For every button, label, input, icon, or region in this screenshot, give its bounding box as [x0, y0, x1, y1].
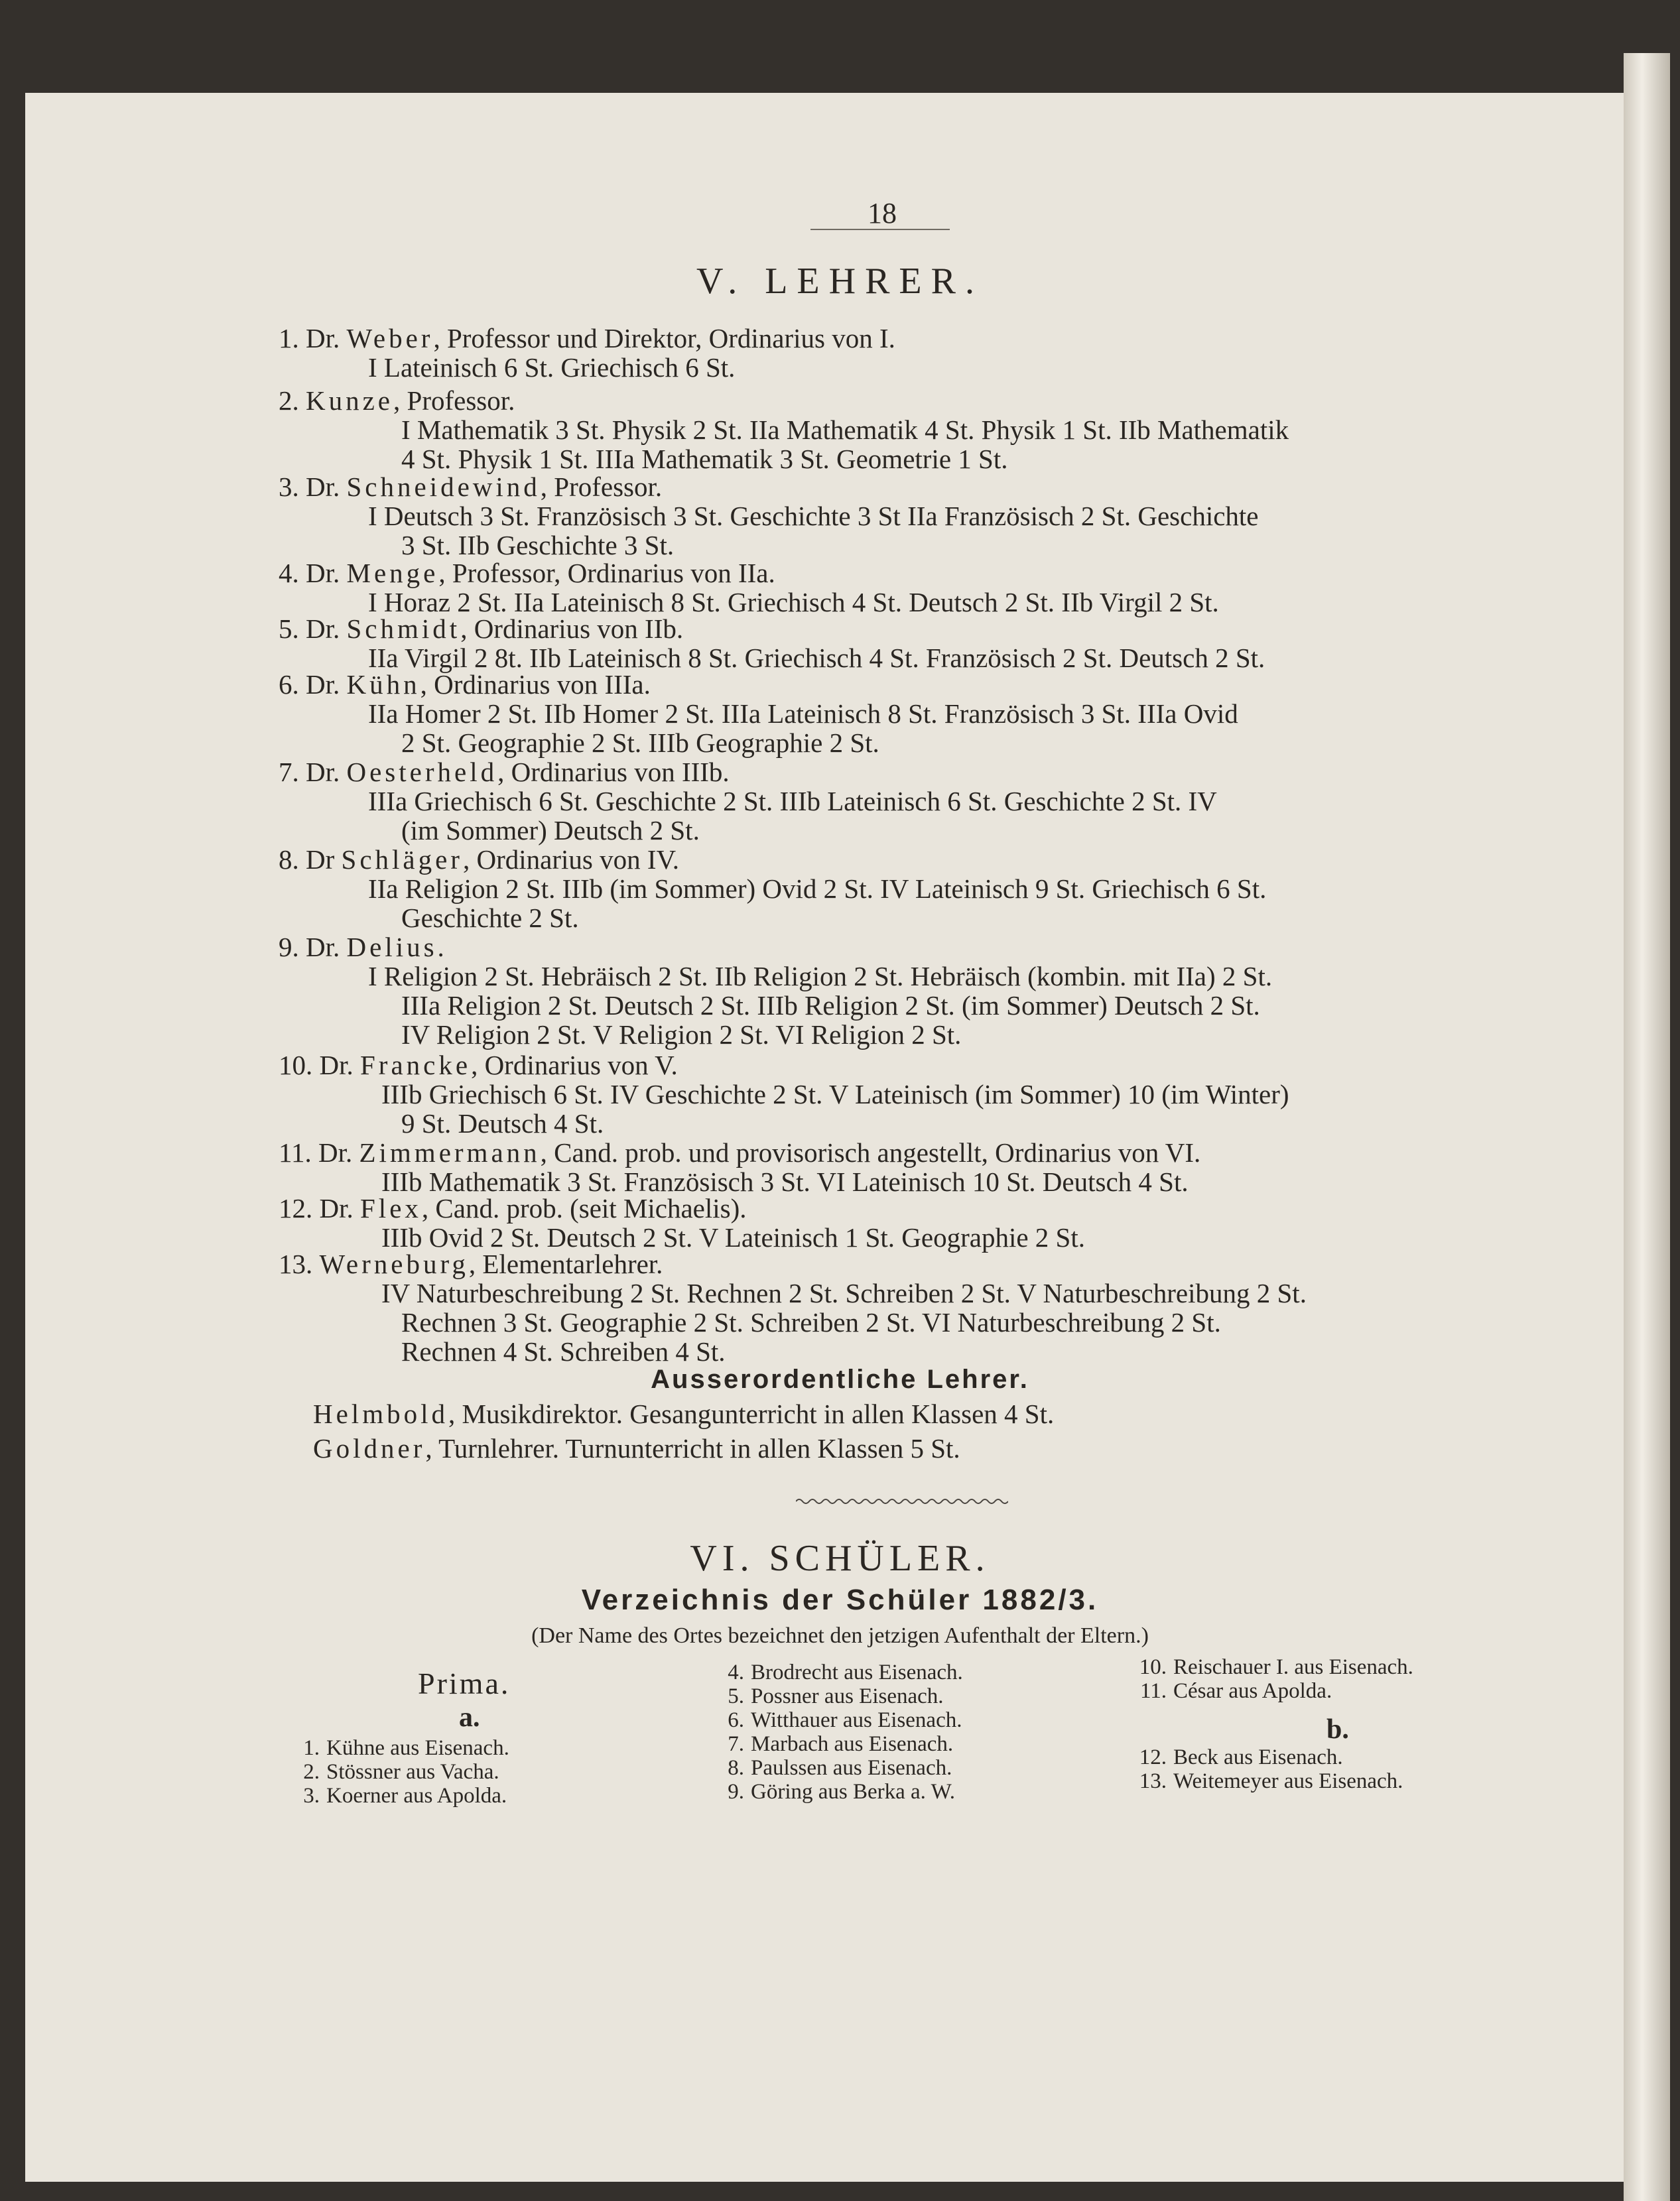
teacher-subjects-line: IIa Virgil 2 8t. IIb Lateinisch 8 St. Griechisch 4 St. Französisch 2 St. Deutsch 2 St. — [368, 643, 1265, 673]
student-number: 12. — [1139, 1745, 1167, 1769]
student-number: 13. — [1139, 1769, 1167, 1793]
teacher-number: 5. — [279, 613, 306, 644]
teacher-name: Zimmermann — [359, 1137, 541, 1168]
teacher-subjects-line: IIIb Ovid 2 St. Deutsch 2 St. V Lateinisch 1 St. Geographie 2 St. — [381, 1222, 1085, 1253]
teacher-subjects-line: 3 St. IIb Geschichte 3 St. — [401, 530, 675, 560]
teacher-subjects-line: IIIb Griechisch 6 St. IV Geschichte 2 St. V Lateinisch (im Sommer) 10 (im Winter) — [381, 1079, 1289, 1109]
student-name: Kühne aus Eisenach. — [326, 1736, 509, 1760]
student-number: 3. — [303, 1784, 320, 1808]
group-b-label: b. — [1326, 1714, 1349, 1745]
student-row — [715, 1756, 963, 1780]
teacher-name: Kunze — [306, 385, 394, 416]
teacher-role: , Ordinarius von IIIa. — [420, 669, 651, 700]
student-number: 6. — [728, 1708, 744, 1732]
teacher-subjects-line: 9 St. Deutsch 4 St. — [401, 1108, 604, 1139]
teacher-role: , Professor. — [540, 472, 663, 502]
student-name: Weitemeyer aus Eisenach. — [1173, 1769, 1403, 1793]
teacher-subjects-line: IIIb Mathematik 3 St. Französisch 3 St. VI Lateinisch 10 St. Deutsch 4 St. — [381, 1166, 1189, 1197]
students-section-title: VI. SCHÜLER. — [690, 1538, 990, 1579]
teacher-role: , Ordinarius von IIb. — [460, 613, 684, 644]
book-spine — [1624, 53, 1670, 2201]
teacher-subjects-line: IV Naturbeschreibung 2 St. Rechnen 2 St. Schreiben 2 St. V Naturbeschreibung 2 St. — [381, 1278, 1307, 1308]
teacher-title: Dr. — [306, 932, 347, 962]
teacher-number: 3. — [279, 472, 306, 502]
teacher-subjects-line: IIa Homer 2 St. IIb Homer 2 St. IIIa Lateinisch 8 St. Französisch 3 St. IIIa Ovid — [368, 698, 1238, 729]
teacher-subjects-line: 4 St. Physik 1 St. IIIa Mathematik 3 St. Geometrie 1 St. — [401, 444, 1008, 474]
student-number: 5. — [728, 1684, 744, 1708]
teachers-section-title: V. LEHRER. — [696, 261, 984, 302]
teacher-subjects-line: IIIa Religion 2 St. Deutsch 2 St. IIIb Religion 2 St. (im Sommer) Deutsch 2 St. — [401, 990, 1260, 1021]
teacher-subjects-line: I Mathematik 3 St. Physik 2 St. IIa Mathematik 4 St. Physik 1 St. IIb Mathematik — [401, 414, 1289, 445]
teacher-role: , Cand. prob. (seit Michaelis). — [421, 1193, 747, 1224]
teacher-number: 13. — [279, 1249, 320, 1279]
teacher-subjects-line: IIIa Griechisch 6 St. Geschichte 2 St. IIIb Lateinisch 6 St. Geschichte 2 St. IV — [368, 786, 1217, 816]
student-row — [1137, 1655, 1413, 1679]
teacher-name: Werneburg — [319, 1249, 469, 1279]
student-name: Göring aus Berka a. W. — [751, 1780, 955, 1804]
student-name: Paulssen aus Eisenach. — [751, 1756, 952, 1780]
teacher-name: Flex — [360, 1193, 422, 1224]
student-name: Marbach aus Eisenach. — [751, 1732, 954, 1756]
student-name: Witthauer aus Eisenach. — [751, 1708, 962, 1732]
teacher-role: , Professor. — [393, 385, 515, 416]
page-number-rule — [810, 229, 950, 230]
teacher-name: Schneidewind — [346, 472, 541, 502]
teacher-name: Oesterheld — [346, 757, 498, 787]
student-column-3a — [1137, 1655, 1413, 1703]
teacher-number: 2. — [279, 385, 306, 416]
student-number: 1. — [303, 1736, 320, 1760]
teacher-name: Menge — [346, 558, 439, 588]
teacher-title: Dr. — [306, 669, 347, 700]
student-row — [291, 1736, 509, 1760]
extra-teacher-name: Helmbold — [313, 1399, 448, 1429]
student-row — [1137, 1769, 1403, 1793]
extra-teacher-name: Goldner — [313, 1433, 426, 1464]
teacher-title: Dr. — [306, 323, 347, 353]
student-row — [715, 1684, 963, 1708]
student-number: 2. — [303, 1760, 320, 1784]
teacher-name: Weber — [346, 323, 434, 353]
teacher-subjects-line: Geschichte 2 St. — [401, 903, 579, 933]
teacher-number: 7. — [279, 757, 306, 787]
student-column-3b — [1137, 1745, 1403, 1793]
students-note: (Der Name des Ortes bezeichnet den jetzigen Aufenthalt der Eltern.) — [531, 1623, 1149, 1648]
extra-teacher-entry — [313, 1398, 1054, 1430]
student-row — [1137, 1745, 1403, 1769]
student-name: Stössner aus Vacha. — [326, 1760, 499, 1784]
teacher-title: Dr. — [306, 558, 347, 588]
teacher-subjects-line: I Lateinisch 6 St. Griechisch 6 St. — [368, 352, 736, 383]
page-number: 18 — [868, 197, 897, 229]
extra-teacher-entry — [313, 1432, 960, 1464]
teacher-subjects-line: 2 St. Geographie 2 St. IIIb Geographie 2 St. — [401, 727, 879, 758]
teacher-role: , Elementarlehrer. — [468, 1249, 663, 1279]
teacher-role: , Ordinarius von V. — [471, 1050, 678, 1080]
group-a-label: a. — [459, 1702, 480, 1733]
teacher-role: . — [437, 932, 444, 962]
teacher-number: 12. — [279, 1193, 320, 1224]
teacher-role: , Ordinarius von IIIb. — [497, 757, 730, 787]
student-row — [715, 1661, 963, 1684]
student-number: 8. — [728, 1756, 744, 1780]
teacher-role: , Ordinarius von IV. — [462, 844, 680, 875]
teacher-role: , Cand. prob. und provisorisch angestellt, Ordinarius von VI. — [540, 1137, 1201, 1168]
teacher-title: Dr. — [319, 1050, 360, 1080]
student-name: Brodrecht aus Eisenach. — [751, 1661, 963, 1684]
teacher-number: 9. — [279, 932, 306, 962]
student-column-1 — [291, 1736, 509, 1808]
student-row — [291, 1784, 509, 1808]
student-row — [715, 1708, 963, 1732]
teacher-title: Dr. — [319, 1193, 360, 1224]
student-number: 9. — [728, 1780, 744, 1804]
teacher-number: 6. — [279, 669, 306, 700]
student-row — [715, 1780, 963, 1804]
student-number: 10. — [1139, 1655, 1167, 1679]
teacher-role: , Professor und Direktor, Ordinarius von I. — [433, 323, 895, 353]
student-row — [715, 1732, 963, 1756]
extra-teachers-heading: Ausserordentliche Lehrer. — [651, 1365, 1029, 1394]
teacher-name: Schmidt — [346, 613, 461, 644]
student-name: César aus Apolda. — [1173, 1679, 1332, 1703]
extra-teacher-text: , Turnlehrer. Turnunterricht in allen Klassen 5 St. — [425, 1433, 960, 1464]
teacher-title: Dr. — [306, 472, 347, 502]
teacher-role: , Professor, Ordinarius von IIa. — [438, 558, 775, 588]
student-name: Possner aus Eisenach. — [751, 1684, 944, 1708]
student-number: 4. — [728, 1661, 744, 1684]
teacher-subjects-line: Rechnen 3 St. Geographie 2 St. Schreiben 2 St. VI Naturbeschreibung 2 St. — [401, 1307, 1221, 1338]
teacher-number: 11. — [279, 1137, 318, 1168]
teacher-subjects-line: I Horaz 2 St. IIa Lateinisch 8 St. Griechisch 4 St. Deutsch 2 St. IIb Virgil 2 St. — [368, 587, 1219, 617]
teacher-title: Dr. — [318, 1137, 359, 1168]
teacher-subjects-line: I Religion 2 St. Hebräisch 2 St. IIb Religion 2 St. Hebräisch (kombin. mit IIa) 2 St. — [368, 961, 1273, 991]
teacher-name: Delius — [346, 932, 438, 962]
teacher-number: 8. — [279, 844, 306, 875]
student-column-2 — [715, 1661, 963, 1804]
teacher-subjects-line: (im Sommer) Deutsch 2 St. — [401, 815, 700, 846]
teacher-number: 1. — [279, 323, 306, 353]
teacher-number: 4. — [279, 558, 306, 588]
teacher-subjects-line: Rechnen 4 St. Schreiben 4 St. — [401, 1336, 726, 1367]
class-name: Prima. — [418, 1666, 511, 1700]
teacher-title: Dr. — [306, 613, 347, 644]
teacher-title: Dr. — [306, 757, 347, 787]
teacher-subjects-line: IV Religion 2 St. V Religion 2 St. VI Religion 2 St. — [401, 1019, 962, 1050]
extra-teacher-text: , Musikdirektor. Gesangunterricht in allen Klassen 4 St. — [448, 1399, 1055, 1429]
student-number: 7. — [728, 1732, 744, 1756]
student-row — [1137, 1679, 1413, 1703]
student-name: Koerner aus Apolda. — [326, 1784, 507, 1808]
teacher-name: Francke — [360, 1050, 472, 1080]
students-heading: Verzeichnis der Schüler 1882/3. — [581, 1584, 1099, 1616]
student-name: Beck aus Eisenach. — [1173, 1745, 1343, 1769]
student-row — [291, 1760, 509, 1784]
teacher-subjects-line: IIa Religion 2 St. IIIb (im Sommer) Ovid 2 St. IV Lateinisch 9 St. Griechisch 6 St. — [368, 873, 1267, 904]
teacher-name: Kühn — [346, 669, 420, 700]
teacher-name: Schläger — [341, 844, 463, 875]
teacher-number: 10. — [279, 1050, 320, 1080]
student-number: 11. — [1139, 1679, 1167, 1703]
teacher-title: Dr — [306, 844, 342, 875]
teacher-subjects-line: I Deutsch 3 St. Französisch 3 St. Geschichte 3 St IIa Französisch 2 St. Geschichte — [368, 501, 1259, 531]
student-name: Reischauer I. aus Eisenach. — [1173, 1655, 1413, 1679]
decorative-wave-divider — [796, 1496, 1008, 1507]
